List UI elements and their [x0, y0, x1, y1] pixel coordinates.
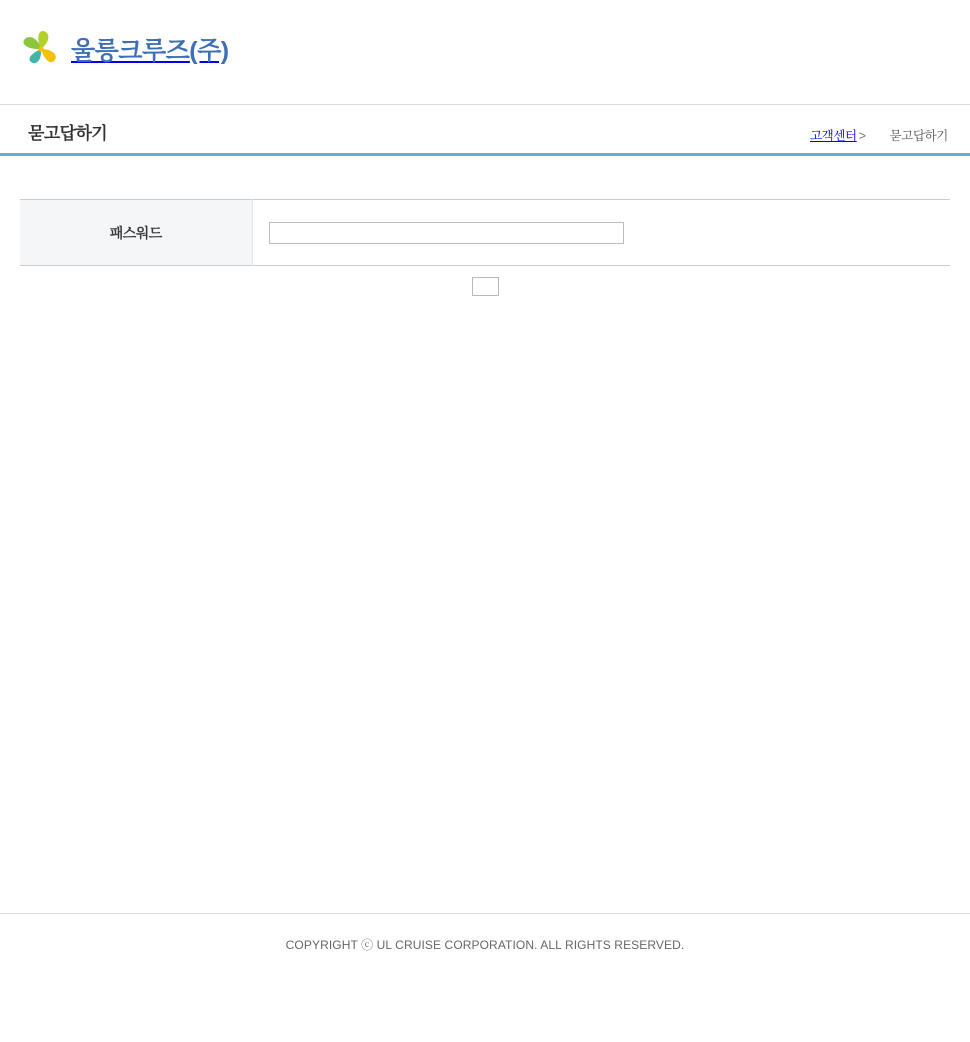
password-form-table [20, 199, 950, 266]
page-title: 묻고답하기 [28, 124, 108, 143]
logo-text-main: 울릉크루즈 [71, 37, 190, 65]
breadcrumb-item-parent[interactable]: 고객센터 [810, 129, 857, 143]
copyright-text: COPYRIGHT ⓒ UL CRUISE CORPORATION. ALL RIGHTS RESERVED. [285, 938, 685, 952]
confirm-button[interactable] [472, 277, 499, 296]
breadcrumb [810, 126, 948, 144]
breadcrumb-item-current: 묻고답하기 [889, 129, 948, 143]
password-input[interactable] [269, 222, 624, 244]
logo-text-suffix: (주) [189, 37, 229, 65]
breadcrumb-separator: > [858, 129, 866, 143]
table-row [20, 200, 950, 266]
page-title-bar [0, 104, 970, 156]
main-content [0, 199, 970, 300]
site-footer [0, 913, 970, 953]
site-header [0, 0, 970, 104]
password-field-cell [252, 200, 950, 266]
password-label: 패스워드 [20, 200, 252, 266]
pinwheel-flower-logo-icon [20, 28, 62, 70]
submit-row [20, 266, 950, 300]
logo-text [71, 31, 229, 67]
site-logo-link[interactable] [20, 28, 229, 70]
